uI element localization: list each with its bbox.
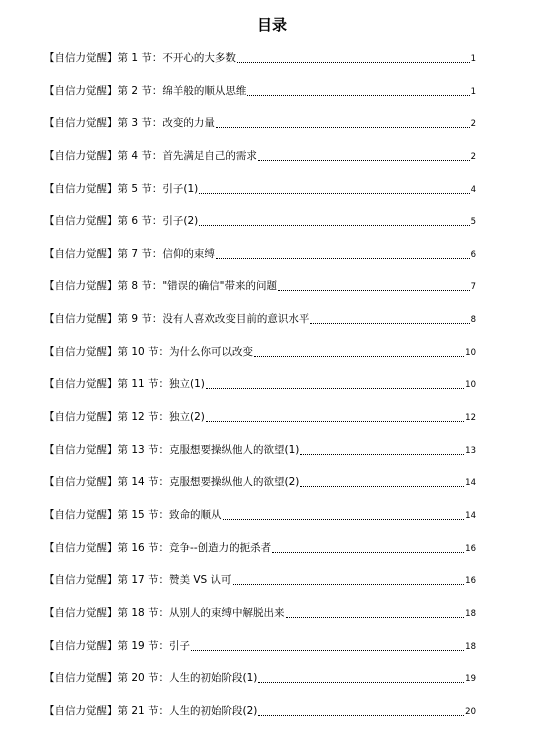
toc-entry-title: 【自信力觉醒】第 1 节：不开心的大多数 [44,52,236,64]
toc-entry-title: 【自信力觉醒】第 12 节：独立(2) [44,411,205,424]
toc-entry[interactable] [44,81,476,114]
toc-entry[interactable] [44,309,476,342]
toc-entry[interactable] [44,374,476,407]
toc-entry-title: 【自信力觉醒】第 4 节：首先满足自己的需求 [44,149,257,162]
dot-leader [300,472,464,487]
toc-entry-page-number: 18 [465,608,476,619]
toc-entry-page-number: 14 [465,510,476,521]
toc-entry[interactable] [44,636,476,669]
toc-entry-page-number: 8 [470,315,476,326]
dot-leader [286,603,465,618]
toc-entry-page-number: 12 [465,413,476,424]
toc-entry[interactable] [44,211,476,244]
toc-entry-page-number: 18 [465,641,476,652]
dot-leader [206,407,464,422]
toc-entry[interactable] [44,440,476,473]
toc-entry-title: 【自信力觉醒】第 8 节："错误的确信"带来的问题 [44,280,278,293]
toc-entry[interactable] [44,113,476,146]
toc-entry-title: 【自信力觉醒】第 7 节：信仰的束缚 [44,247,215,260]
dot-leader [237,48,470,63]
toc-entry-title: 【自信力觉醒】第 13 节：克服想要操纵他人的欲望(1) [44,443,300,456]
toc-entry[interactable] [44,48,476,81]
toc-entry-page-number: 7 [470,282,476,293]
dot-leader [247,81,469,96]
toc-entry-title: 【自信力觉醒】第 10 节：为什么你可以改变 [44,345,254,358]
toc-entry[interactable] [44,701,476,734]
toc-entry-page-number: 10 [465,380,476,391]
toc-entry-page-number: 1 [470,54,476,64]
toc-entry-title: 【自信力觉醒】第 5 节：引子(1) [44,182,199,195]
toc-entry[interactable] [44,570,476,603]
toc-entry[interactable] [44,538,476,571]
dot-leader [216,244,470,259]
dot-leader [233,570,465,585]
dot-leader [272,538,464,553]
toc-entry-page-number: 5 [470,217,476,228]
toc-entry-title: 【自信力觉醒】第 11 节：独立(1) [44,378,205,391]
toc-entry-page-number: 13 [465,445,476,456]
toc-entry-page-number: 19 [465,674,476,685]
toc-entry[interactable] [44,244,476,277]
toc-entry[interactable] [44,179,476,212]
toc-entry[interactable] [44,668,476,701]
toc-entry-page-number: 16 [465,576,476,587]
dot-leader [199,179,469,194]
toc-entry-title: 【自信力觉醒】第 17 节：赞美 VS 认可 [44,574,232,587]
toc-entry-title: 【自信力觉醒】第 14 节：克服想要操纵他人的欲望(2) [44,476,300,489]
toc-entry[interactable] [44,603,476,636]
toc-entry-page-number: 6 [470,249,476,260]
toc-entry-page-number: 1 [470,86,476,97]
toc-entry-page-number: 10 [465,347,476,358]
dot-leader [258,701,464,716]
toc-entry[interactable] [44,276,476,309]
toc-title: 目录 [256,16,287,34]
toc-entry-title: 【自信力觉醒】第 9 节：没有人喜欢改变目前的意识水平 [44,313,310,326]
toc-entry-title: 【自信力觉醒】第 16 节：竞争--创造力的扼杀者 [44,541,272,554]
toc-list [44,48,476,733]
toc-entry-title: 【自信力觉醒】第 15 节：致命的顺从 [44,508,222,521]
dot-leader [310,309,469,324]
dot-leader [206,374,464,389]
toc-entry-page-number: 2 [470,119,476,130]
toc-entry-title: 【自信力觉醒】第 20 节：人生的初始阶段(1) [44,672,258,685]
toc-entry[interactable] [44,342,476,375]
toc-entry-title: 【自信力觉醒】第 2 节：绵羊般的顺从思维 [44,84,247,97]
dot-leader [191,636,464,651]
toc-entry-page-number: 16 [465,543,476,554]
toc-entry-title: 【自信力觉醒】第 18 节：从别人的束缚中解脱出来 [44,606,285,619]
toc-entry[interactable] [44,505,476,538]
dot-leader [199,211,469,226]
dot-leader [258,146,470,161]
toc-entry[interactable] [44,472,476,505]
toc-entry-page-number: 4 [470,184,476,195]
toc-entry[interactable] [44,407,476,440]
toc-entry-title: 【自信力觉醒】第 19 节：引子 [44,639,191,652]
toc-entry[interactable] [44,146,476,179]
dot-leader [278,276,470,291]
toc-entry-page-number: 14 [465,478,476,489]
dot-leader [254,342,464,357]
toc-entry-title: 【自信力觉醒】第 3 节：改变的力量 [44,117,215,130]
toc-entry-page-number: 2 [470,151,476,162]
dot-leader [223,505,465,520]
toc-entry-title: 【自信力觉醒】第 21 节：人生的初始阶段(2) [44,704,258,717]
dot-leader [258,668,464,683]
dot-leader [216,113,470,128]
toc-entry-page-number: 20 [465,706,476,717]
toc-entry-title: 【自信力觉醒】第 6 节：引子(2) [44,215,199,228]
dot-leader [300,440,464,455]
